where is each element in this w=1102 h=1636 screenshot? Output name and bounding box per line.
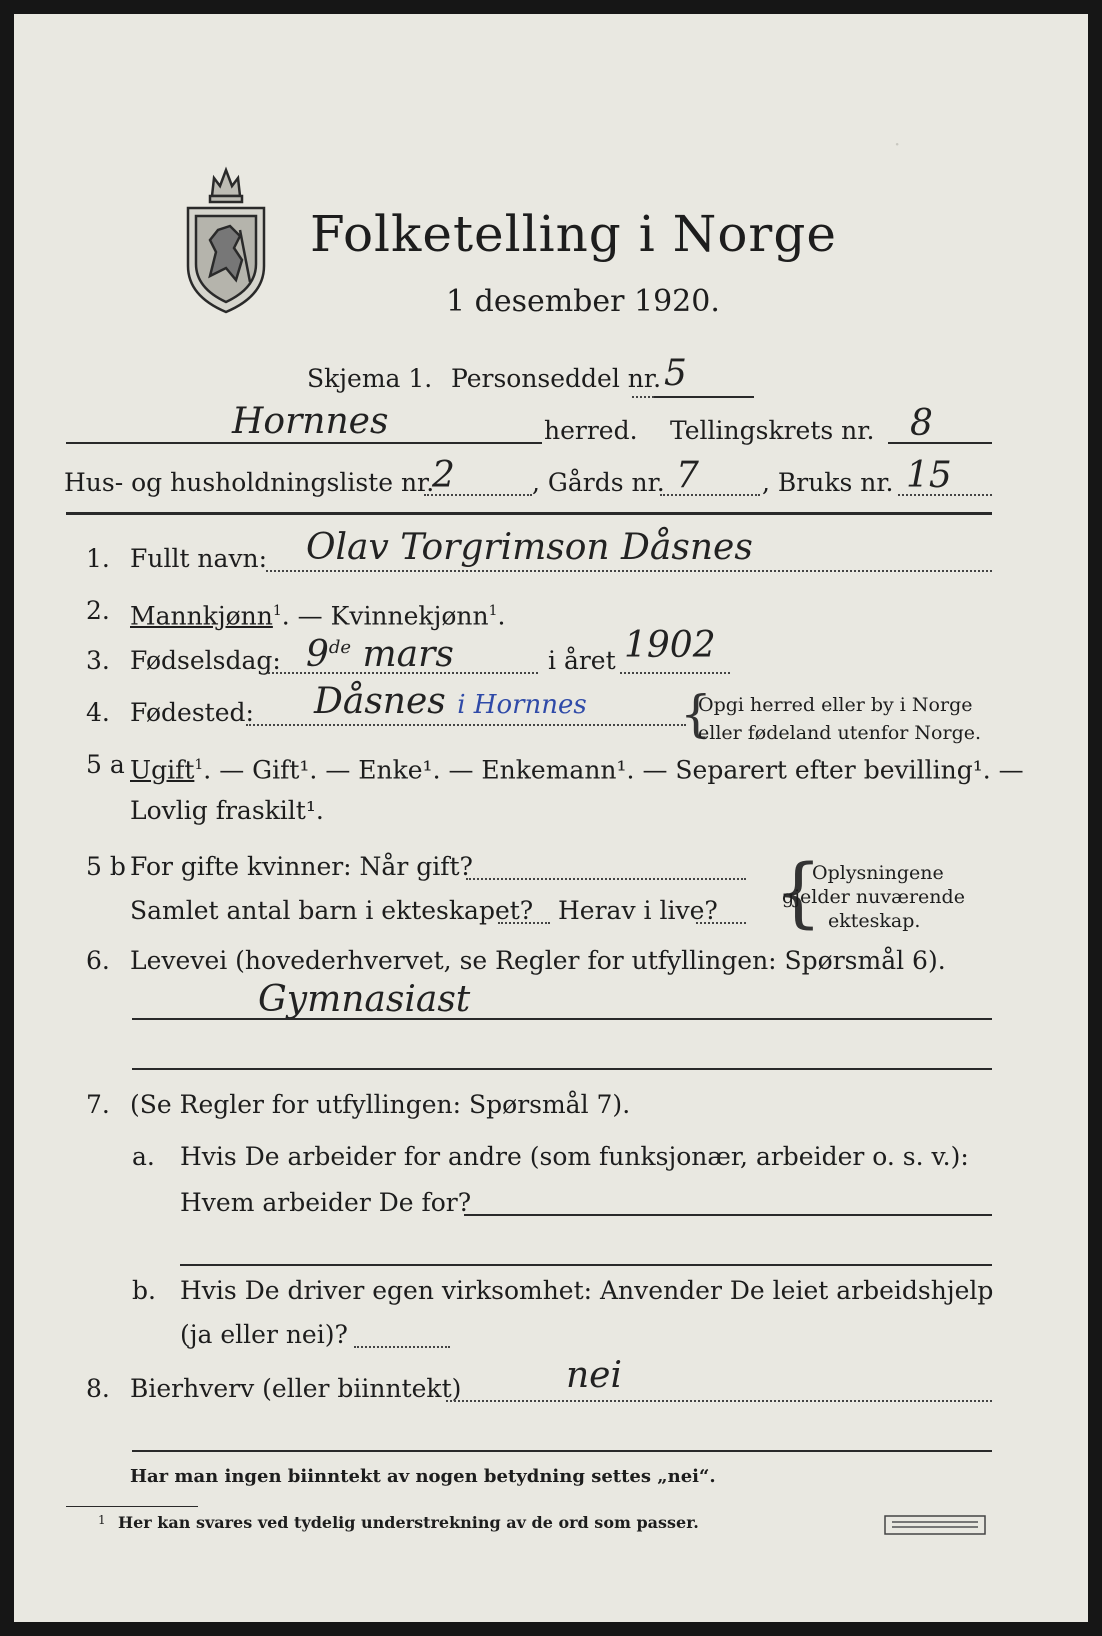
husliste-number: 2: [432, 455, 455, 496]
bleed-through-text: ·: [894, 132, 901, 156]
q8-number: 8.: [86, 1374, 110, 1403]
footnote-text: Her kan svares ved tydelig understrekning av de ord som passer.: [118, 1513, 699, 1532]
tellingskrets-number: 8: [910, 403, 933, 444]
herred-label: herred.: [544, 416, 638, 445]
census-form-page: [14, 14, 1088, 1622]
side-income-value: nei: [566, 1355, 623, 1396]
skjema-label: Skjema 1.: [307, 364, 433, 393]
q5a-line2: Lovlig fraskilt¹.: [130, 796, 324, 825]
q7-number: 7.: [86, 1090, 110, 1119]
q5b-note1: Oplysningene: [812, 862, 944, 884]
birthplace-value: Dåsnes i Hornnes: [314, 681, 587, 722]
page-title: Folketelling i Norge: [310, 205, 837, 263]
q4-note-line2: eller fødeland utenfor Norge.: [698, 722, 982, 744]
q5a-number: 5 a: [86, 750, 125, 779]
bruks-number: 15: [906, 455, 952, 496]
q7b-letter: b.: [132, 1276, 156, 1305]
q8-label: Bierhverv (eller biinntekt): [130, 1374, 462, 1403]
q4-brace: {: [680, 685, 712, 743]
footer-note: Har man ingen biinntekt av nogen betydning settes „nei“.: [130, 1466, 716, 1487]
norway-coat-of-arms-emblem: [184, 156, 268, 316]
gards-label: , Gårds nr.: [532, 468, 665, 497]
bruks-label: , Bruks nr.: [762, 468, 894, 497]
census-date: 1 desember 1920.: [446, 284, 720, 319]
footnote-mark: 1: [98, 1513, 106, 1527]
birth-year-value: 1902: [624, 625, 716, 666]
husliste-label: Hus- og husholdningsliste nr.: [64, 468, 435, 497]
full-name-value: Olav Torgrimson Dåsnes: [306, 527, 753, 568]
birth-day-value: 9de mars: [306, 634, 454, 675]
q1-label: Fullt navn:: [130, 544, 268, 573]
male-option-underlined: Mannkjønn: [130, 601, 273, 631]
q5b-note3: ekteskap.: [828, 910, 921, 932]
q7a-label2: Hvem arbeider De for?: [180, 1188, 472, 1217]
q7b-label: Hvis De driver egen virksomhet: Anvender De leiet arbeidshjelp: [180, 1276, 994, 1305]
q4-number: 4.: [86, 698, 110, 727]
q7a-label: Hvis De arbeider for andre (som funksjonær, arbeider o. s. v.):: [180, 1142, 969, 1171]
q5b-brace: {: [774, 847, 823, 936]
q5b-label-children: Samlet antal barn i ekteskapet?: [130, 896, 534, 925]
q2-sex-options: Mannkjønn$^1$. — Kvinnekjønn$^1$.: [130, 601, 506, 631]
gards-number: 7: [676, 455, 699, 496]
q5b-label-when-married: For gifte kvinner: Når gift?: [130, 852, 473, 881]
q6-number: 6.: [86, 946, 110, 975]
q6-label: Levevei (hovederhvervet, se Regler for utfyllingen: Spørsmål 6).: [130, 946, 946, 975]
printer-stamp-mark: [884, 1514, 986, 1536]
unmarried-option-underlined: Ugift: [130, 755, 195, 785]
q5b-number: 5 b: [86, 852, 126, 881]
q5a-marital-options: Ugift$^1$. — Gift¹. — Enke¹. — Enkemann¹. — Separert efter bevilling¹. —: [130, 755, 1024, 785]
personseddel-number: 5: [664, 353, 687, 394]
q1-number: 1.: [86, 544, 110, 573]
q7a-letter: a.: [132, 1142, 155, 1171]
q3-number: 3.: [86, 646, 110, 675]
occupation-value: Gymnasiast: [258, 979, 471, 1020]
tellingskrets-label: Tellingskrets nr.: [670, 416, 875, 445]
q2-number: 2.: [86, 596, 110, 625]
q4-note-line1: Opgi herred eller by i Norge: [698, 694, 973, 716]
female-option: Kvinnekjønn: [330, 601, 489, 631]
herred-value: Hornnes: [232, 401, 389, 442]
q7-label: (Se Regler for utfyllingen: Spørsmål 7).: [130, 1090, 631, 1119]
section-divider: [66, 512, 992, 515]
personseddel-label: Personseddel nr.: [451, 364, 662, 393]
q3-label: Fødselsdag:: [130, 646, 281, 675]
q5b-label-alive: Herav i live?: [558, 896, 718, 925]
q7b-label2: (ja eller nei)?: [180, 1320, 348, 1349]
q3-year-label: i året: [548, 646, 616, 675]
q4-label: Fødested:: [130, 698, 254, 727]
q5b-note2: gjelder nuværende: [782, 886, 965, 908]
